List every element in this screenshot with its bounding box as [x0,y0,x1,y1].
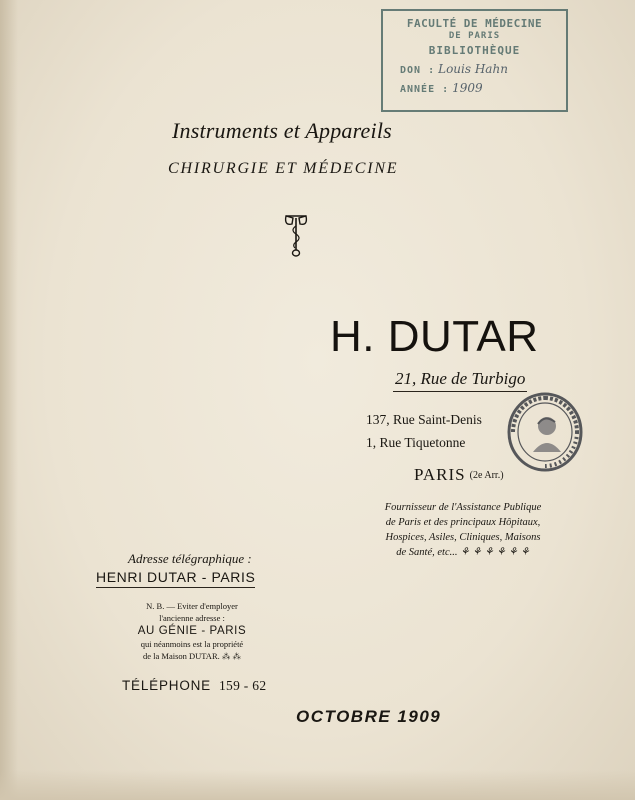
telegraph-label: Adresse télégraphique : [128,551,252,566]
telegraph-address: HENRI DUTAR - PARIS [96,569,255,588]
catalog-date: OCTOBRE 1909 [296,707,442,726]
supplier-line: Fournisseur de l'Assistance Publique [384,502,542,513]
nb-note [104,600,280,662]
supplier-line: Hospices, Asiles, Cliniques, Maisons [385,532,541,543]
firm-address-saint-denis: 137, Rue Saint-Denis [366,412,482,427]
oval-seal [505,390,585,479]
city-name: PARIS [414,465,466,484]
library-stamp [381,9,568,112]
stamp-don-label: DON : [400,65,436,76]
firm-name: H. DUTAR [330,312,539,361]
firm-city [414,465,504,485]
telephone-label: TÉLÉPHONE [122,678,211,693]
catalog-heading: Instruments et Appareils [172,118,392,143]
page-edge-shadow-left [0,0,18,800]
page-edge-shadow-bottom [0,770,635,800]
supplier-line: de Santé, etc... ⚘ ⚘ ⚘ ⚘ ⚘ ⚘ [396,547,530,558]
old-address: AU GÉNIE - PARIS [137,625,247,637]
stamp-line-faculty: FACULTÉ DE MÉDECINE [406,17,543,30]
firm-address-tiquetonne: 1, Rue Tiquetonne [366,435,466,450]
nb-line: qui néanmoins est la propriété [140,639,244,649]
firm-main-address: 21, Rue de Turbigo [393,369,527,392]
stamp-don-value: Louis Hahn [438,62,508,76]
stamp-year-label: ANNÉE : [400,84,450,95]
stamp-year-row [383,81,566,95]
stamp-year-value: 1909 [452,81,483,95]
caduceus-ornament-icon [283,212,309,263]
supplier-note [368,500,558,560]
nb-line: l'ancienne adresse : [159,613,225,623]
supplier-line: de Paris et des principaux Hôpitaux, [385,517,541,528]
telephone-number: 159 - 62 [218,678,267,693]
stamp-don-row [383,62,566,76]
stamp-line-library: BIBLIOTHÈQUE [428,44,521,57]
stamp-line-paris: DE PARIS [448,31,501,41]
city-arrondissement: (2e Arr.) [469,470,504,481]
nb-line: de la Maison DUTAR. ⁂ ⁂ [142,651,241,661]
telephone-line [122,678,266,694]
catalog-subheading: CHIRURGIE ET MÉDECINE [168,160,399,177]
nb-line: N. B. — Eviter d'employer [146,601,238,611]
